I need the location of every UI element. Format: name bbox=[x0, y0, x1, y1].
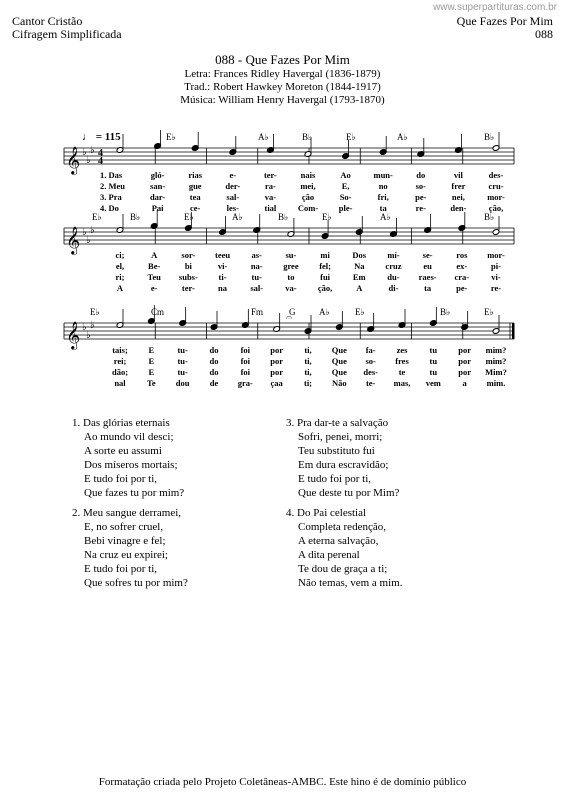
lyric-syllable: no bbox=[378, 181, 388, 191]
lyric-syllable: tea bbox=[189, 192, 201, 202]
stanza-line: Meu sangue derramei, bbox=[83, 507, 182, 519]
lyric-syllable: frer bbox=[451, 181, 466, 191]
chord-symbol: E♭ bbox=[92, 212, 102, 222]
lyric-syllable: gló- bbox=[150, 170, 165, 180]
chord-symbol: A♭ bbox=[319, 307, 330, 317]
stanza-line: Dos míseros mortais; bbox=[84, 459, 178, 471]
lyric-syllable: E bbox=[148, 356, 155, 366]
lyric-syllable: Mim? bbox=[485, 367, 507, 377]
lyric-syllable: gue bbox=[188, 181, 202, 191]
lyric-syllable: na- bbox=[250, 261, 263, 271]
lyric-syllable: raes- bbox=[418, 272, 437, 282]
stanza-line: Pra dar-te a salvação bbox=[297, 417, 389, 429]
lyric-syllable: na bbox=[218, 283, 228, 293]
lyric-syllable: tu bbox=[429, 345, 438, 355]
stanza-line: A eterna salvação, bbox=[298, 535, 379, 547]
lyric-syllable: rei; bbox=[113, 356, 127, 366]
chord-symbol: Cm bbox=[151, 307, 165, 317]
key-signature-flat: ♭ bbox=[86, 235, 91, 246]
lyric-syllable: por bbox=[458, 356, 472, 366]
key-signature-flat: ♭ bbox=[82, 147, 87, 158]
lyric-syllable: eu bbox=[423, 261, 432, 271]
chord-symbol: E♭ bbox=[484, 307, 494, 317]
stanza-line: E tudo foi por ti, bbox=[298, 473, 372, 485]
chord-symbol: B♭ bbox=[302, 132, 313, 142]
lyrics-credit: Letra: Frances Ridley Havergal (1836-1879) bbox=[184, 68, 381, 80]
lyric-syllable: vem bbox=[425, 378, 441, 388]
chord-symbol: B♭ bbox=[484, 132, 495, 142]
lyric-syllable: So- bbox=[339, 192, 352, 202]
stanza-line: Do Pai celestial bbox=[297, 507, 367, 519]
lyric-syllable: ta bbox=[424, 283, 432, 293]
lyric-syllable: Que bbox=[331, 367, 347, 377]
lyric-syllable: Que bbox=[331, 356, 347, 366]
stanza-line: Das glórias eternais bbox=[83, 417, 170, 429]
lyric-syllable: gree bbox=[283, 261, 299, 271]
lyric-syllable: do bbox=[209, 345, 219, 355]
edition-name: Cifragem Simplificada bbox=[12, 27, 122, 41]
stanza-line: E, no sofrer cruel, bbox=[84, 521, 164, 533]
lyric-syllable: der- bbox=[225, 181, 241, 191]
chord-symbol: E♭ bbox=[184, 212, 194, 222]
time-signature-bottom: 4 bbox=[98, 156, 103, 167]
lyric-syllable: pe- bbox=[456, 283, 468, 293]
lyric-syllable: Be- bbox=[148, 261, 161, 271]
lyric-syllable: Com- bbox=[297, 203, 319, 213]
lyric-syllable: du- bbox=[387, 272, 400, 282]
lyric-syllable: fel; bbox=[319, 261, 331, 271]
lyric-syllable: su- bbox=[285, 250, 297, 260]
hymnal-name: Cantor Cristão bbox=[12, 14, 83, 28]
lyric-syllable: cra- bbox=[454, 272, 470, 282]
stanza-line: Não temas, vem a mim. bbox=[298, 577, 403, 589]
lyric-syllable: ti- bbox=[218, 272, 227, 282]
stanza-2 bbox=[72, 506, 188, 590]
lyric-syllable: ti, bbox=[304, 356, 312, 366]
translation-credit: Trad.: Robert Hawkey Moreton (1844-1917) bbox=[184, 81, 381, 93]
lyric-syllable: Dos bbox=[352, 250, 367, 260]
lyric-syllable: dão; bbox=[111, 367, 129, 377]
lyric-syllable: do bbox=[416, 170, 426, 180]
lyric-syllable: to bbox=[287, 272, 295, 282]
lyric-syllable: vi- bbox=[491, 272, 501, 282]
lyric-syllable: E bbox=[148, 345, 155, 355]
chord-symbol: A♭ bbox=[380, 212, 391, 222]
lyric-syllable: ri; bbox=[115, 272, 125, 282]
stanza-number: 2. bbox=[72, 507, 81, 519]
lyric-syllable: as- bbox=[251, 250, 262, 260]
stanza-line: Na cruz eu expirei; bbox=[84, 549, 168, 561]
stanza-line: A dita perenal bbox=[298, 549, 360, 561]
lyric-syllable: te bbox=[398, 367, 406, 377]
lyric-syllable: de bbox=[209, 378, 219, 388]
chord-symbol: A♭ bbox=[397, 132, 408, 142]
chord-symbol: B♭ bbox=[440, 307, 451, 317]
time-signature-top: 4 bbox=[98, 148, 103, 159]
lyric-syllable: Pai bbox=[151, 203, 164, 213]
lyric-syllable: pi- bbox=[491, 261, 501, 271]
lyric-syllable: E, bbox=[341, 181, 350, 191]
lyric-syllable: mor- bbox=[487, 250, 505, 260]
lyric-syllable: tu bbox=[429, 367, 438, 377]
chord-symbol: B♭ bbox=[278, 212, 289, 222]
tempo-mark: ♩ = 115 bbox=[82, 131, 121, 143]
stanza-1 bbox=[72, 416, 184, 500]
lyric-syllable: foi bbox=[240, 345, 251, 355]
treble-clef: 𝄞 bbox=[66, 148, 81, 174]
lyric-syllable: tais; bbox=[112, 345, 128, 355]
lyric-syllable: ra- bbox=[264, 181, 276, 191]
lyric-syllable: por bbox=[270, 367, 284, 377]
footer-note: Formatação criada pelo Projeto Coletâneas-AMBC. Este hino é de domínio público bbox=[98, 776, 467, 788]
stanza-3 bbox=[286, 416, 399, 500]
stanza-line: Sofri, penei, morri; bbox=[298, 431, 383, 443]
lyric-syllable: rias bbox=[188, 170, 203, 180]
fermata-symbol: 𝄐 bbox=[286, 312, 293, 324]
lyric-syllable: ce- bbox=[190, 203, 201, 213]
lyric-syllable: mim? bbox=[485, 345, 507, 355]
lyric-syllable: ex- bbox=[456, 261, 468, 271]
lyric-syllable: 2. Meu bbox=[100, 181, 126, 191]
lyric-syllable: so- bbox=[365, 356, 376, 366]
lyric-syllable: cruz bbox=[385, 261, 402, 271]
stanza-line: Teu substituto fui bbox=[298, 445, 375, 457]
lyric-syllable: re- bbox=[415, 203, 426, 213]
lyric-syllable: tu bbox=[429, 356, 438, 366]
music-credit: Música: William Henry Havergal (1793-1870) bbox=[180, 94, 385, 106]
lyric-syllable: fui bbox=[320, 272, 331, 282]
lyric-syllable: ci; bbox=[115, 250, 125, 260]
lyric-syllable: teeu bbox=[214, 250, 231, 260]
lyric-syllable: foi bbox=[240, 356, 251, 366]
final-barline-thick bbox=[512, 323, 515, 339]
lyric-syllable: por bbox=[270, 356, 284, 366]
lyric-syllable: zes bbox=[396, 345, 408, 355]
key-signature-flat: ♭ bbox=[86, 330, 91, 341]
lyric-syllable: tu- bbox=[177, 356, 188, 366]
lyric-syllable: A bbox=[356, 283, 363, 293]
key-signature-flat: ♭ bbox=[82, 227, 87, 238]
lyric-syllable: ta bbox=[379, 203, 387, 213]
stanza-line: E tudo foi por ti, bbox=[84, 563, 158, 575]
lyric-syllable: ti, bbox=[304, 367, 312, 377]
stanza-line: Bebi vinagre e fel; bbox=[84, 535, 166, 547]
chord-symbol: E♭ bbox=[355, 307, 365, 317]
stanza-line: Que fazes tu por mim? bbox=[84, 487, 185, 499]
treble-clef: 𝄞 bbox=[66, 228, 81, 254]
lyric-syllable: fa- bbox=[365, 345, 376, 355]
key-signature-flat: ♭ bbox=[90, 145, 95, 156]
lyric-syllable: nal bbox=[114, 378, 126, 388]
stanza-number: 1. bbox=[72, 417, 81, 429]
lyric-syllable: mor- bbox=[487, 192, 505, 202]
lyric-syllable: por bbox=[458, 345, 472, 355]
lyric-syllable: E bbox=[148, 367, 155, 377]
lyric-syllable: A bbox=[116, 283, 124, 293]
lyric-syllable: do bbox=[209, 356, 219, 366]
stanza-line: A sorte eu assumi bbox=[84, 445, 162, 457]
lyric-syllable: sal- bbox=[226, 192, 240, 202]
lyric-syllable: 3. Pra bbox=[100, 192, 122, 202]
key-signature-flat: ♭ bbox=[82, 322, 87, 333]
lyric-syllable: pe- bbox=[415, 192, 427, 202]
lyric-syllable: ção bbox=[301, 192, 315, 202]
stanza-line: Ao mundo vil desci; bbox=[84, 431, 174, 443]
lyric-syllable: re- bbox=[490, 283, 502, 293]
lyric-syllable: tu- bbox=[177, 345, 188, 355]
lyric-syllable: do bbox=[209, 367, 219, 377]
stanza-number: 3. bbox=[286, 417, 295, 429]
lyric-syllable: vi- bbox=[217, 261, 228, 271]
lyric-syllable: mí- bbox=[387, 250, 400, 260]
lyric-syllable: a bbox=[462, 378, 467, 388]
lyric-syllable: se- bbox=[422, 250, 433, 260]
lyric-syllable: ter- bbox=[181, 283, 195, 293]
key-signature-flat: ♭ bbox=[90, 225, 95, 236]
chord-symbol: A♭ bbox=[258, 132, 269, 142]
lyric-syllable: Teu bbox=[147, 272, 161, 282]
lyric-syllable: ros bbox=[456, 250, 468, 260]
lyric-syllable: e- bbox=[150, 283, 158, 293]
lyric-syllable: Na bbox=[354, 261, 365, 271]
chord-symbol: B♭ bbox=[130, 212, 141, 222]
lyric-syllable: so- bbox=[415, 181, 426, 191]
stanza-line: Que sofres tu por mim? bbox=[84, 577, 188, 589]
lyric-syllable: sal- bbox=[250, 283, 264, 293]
lyric-syllable: subs- bbox=[178, 272, 198, 282]
lyric-syllable: el, bbox=[115, 261, 125, 271]
lyric-syllable: mas, bbox=[393, 378, 411, 388]
lyric-syllable: mi bbox=[320, 250, 330, 260]
lyric-syllable: ção, bbox=[317, 283, 333, 293]
chord-symbol: E♭ bbox=[322, 212, 332, 222]
lyric-syllable: gra- bbox=[237, 378, 253, 388]
lyric-syllable: san- bbox=[150, 181, 166, 191]
lyric-syllable: bi bbox=[184, 261, 192, 271]
lyric-syllable: e- bbox=[229, 170, 237, 180]
lyric-syllable: ter- bbox=[263, 170, 277, 180]
lyric-syllable: Não bbox=[332, 378, 347, 388]
lyric-syllable: tial bbox=[264, 203, 277, 213]
chord-symbol: E♭ bbox=[166, 132, 176, 142]
lyric-syllable: des- bbox=[488, 170, 504, 180]
lyric-syllable: çaa bbox=[270, 378, 283, 388]
lyric-syllable: dou bbox=[175, 378, 190, 388]
chord-symbol: E♭ bbox=[90, 307, 100, 317]
lyric-syllable: sor- bbox=[181, 250, 196, 260]
lyric-syllable: des- bbox=[363, 367, 378, 377]
stanza-line: Em dura escravidão; bbox=[298, 459, 389, 471]
lyric-syllable: Ao bbox=[340, 170, 351, 180]
lyric-syllable: 4. Do bbox=[100, 203, 119, 213]
lyric-syllable: Te bbox=[146, 378, 156, 388]
chord-symbol: A♭ bbox=[232, 212, 243, 222]
lyric-syllable: Em bbox=[352, 272, 366, 282]
lyric-syllable: nais bbox=[300, 170, 316, 180]
lyric-syllable: ção, bbox=[488, 203, 504, 213]
lyric-syllable: tu- bbox=[177, 367, 188, 377]
lyric-syllable: nei, bbox=[451, 192, 465, 202]
stanza-line: Te dou de graça a ti; bbox=[298, 563, 388, 575]
lyric-syllable: Que bbox=[331, 345, 347, 355]
stanza-number: 4. bbox=[286, 507, 295, 519]
lyric-syllable: mim? bbox=[485, 356, 507, 366]
lyric-syllable: por bbox=[270, 345, 284, 355]
chord-symbol: B♭ bbox=[484, 212, 495, 222]
lyric-syllable: mun- bbox=[373, 170, 393, 180]
lyric-syllable: por bbox=[458, 367, 472, 377]
stanza-line: Que deste tu por Mim? bbox=[298, 487, 400, 499]
chord-symbol: G bbox=[289, 307, 296, 317]
lyric-syllable: ti, bbox=[304, 345, 312, 355]
song-name-header: Que Fazes Por Mim bbox=[456, 14, 553, 28]
lyric-syllable: den- bbox=[450, 203, 467, 213]
key-signature-flat: ♭ bbox=[86, 155, 91, 166]
lyric-syllable: te- bbox=[365, 378, 376, 388]
key-signature-flat: ♭ bbox=[90, 320, 95, 331]
page-title: 088 - Que Fazes Por Mim bbox=[215, 52, 350, 67]
lyric-syllable: tu- bbox=[251, 272, 262, 282]
lyric-syllable: va- bbox=[264, 192, 277, 202]
lyric-syllable: ti; bbox=[303, 378, 313, 388]
lyric-syllable: A bbox=[151, 250, 158, 260]
song-number-header: 088 bbox=[535, 27, 553, 41]
stanza-4 bbox=[286, 506, 402, 590]
lyric-syllable: fri, bbox=[377, 192, 389, 202]
stanza-line: Completa redenção, bbox=[298, 521, 386, 533]
lyric-syllable: 1. Das bbox=[100, 170, 123, 180]
lyric-syllable: foi bbox=[240, 367, 251, 377]
lyric-syllable: ple- bbox=[338, 203, 353, 213]
lyric-syllable: vil bbox=[453, 170, 463, 180]
treble-clef: 𝄞 bbox=[66, 323, 81, 349]
lyric-syllable: dar- bbox=[149, 192, 166, 202]
lyric-syllable: cru- bbox=[488, 181, 504, 191]
site-watermark: www.superpartituras.com.br bbox=[433, 2, 557, 13]
lyric-syllable: mei, bbox=[300, 181, 316, 191]
stanza-line: E tudo foi por ti, bbox=[84, 473, 158, 485]
chord-symbol: E♭ bbox=[346, 132, 356, 142]
chord-symbol: Fm bbox=[251, 307, 264, 317]
lyric-syllable: di- bbox=[388, 283, 399, 293]
lyric-syllable: les- bbox=[226, 203, 239, 213]
lyric-syllable: fres bbox=[395, 356, 409, 366]
lyric-syllable: mim. bbox=[486, 378, 506, 388]
lyric-syllable: va- bbox=[285, 283, 297, 293]
